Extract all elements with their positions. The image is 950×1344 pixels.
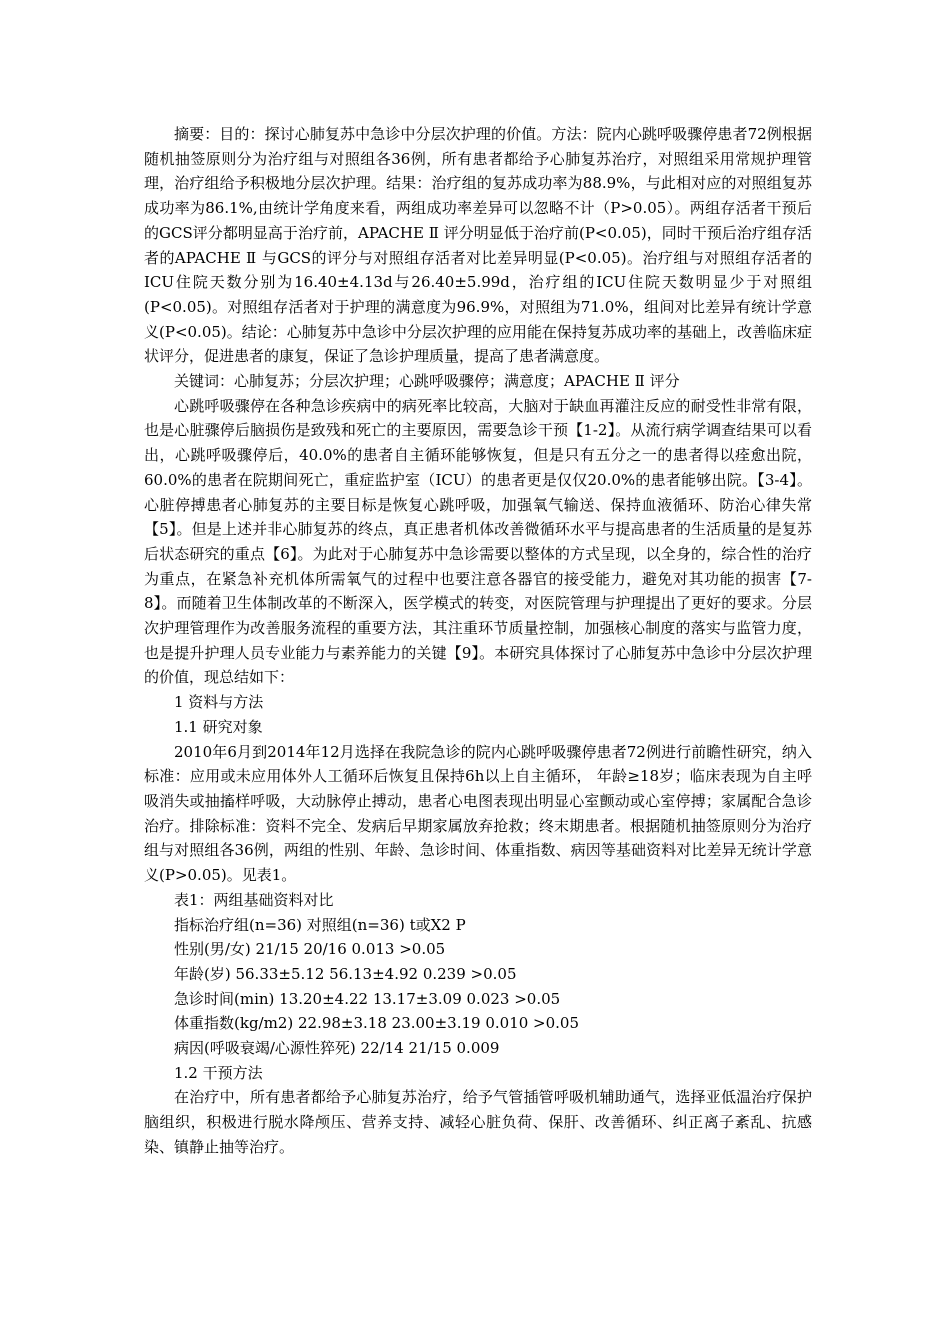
keywords-line: 关键词：心肺复苏；分层次护理；心跳呼吸骤停；满意度；APACHE Ⅱ 评分 <box>174 372 680 391</box>
section-heading-1: 1 资料与方法 <box>174 693 264 712</box>
abstract-paragraph: 摘要：目的：探讨心肺复苏中急诊中分层次护理的价值。方法：院内心跳呼吸骤停患者72例根据随机抽签原则分为治疗组与对照组各36例，所有患者都给予心肺复苏治疗，对照组采用常规护理管理，治疗组给予积极地分层次护理。结果：治疗组的复苏成功率为88.9%，与此相对应的对照组复苏成功率为86.1%,由统计学角度来看，两组成功率差异可以忽略不计（P>0.05）。两组存活者干预后的GCS评分都明显高于治疗前，APACHE Ⅱ 评分明显低于治疗前(P<0.05)，同时干预后治疗组存活者的APACHE Ⅱ 与GCS的评分与对照组存活者对比差异明显(P<0.05)。治疗组与对照组存活者的ICU住院天数分别为16.40±4.13d与26.40±5.99d，治疗组的ICU住院天数明显少于对照组(P<0.05)。对照组存活者对于护理的满意度为96.9%，对照组为71.0%，组间对比差异有统计学意义(P<0.05)。结论：心肺复苏中急诊中分层次护理的应用能在保持复苏成功率的基础上，改善临床症状评分，促进患者的康复，保证了急诊护理质量，提高了患者满意度。 <box>144 125 812 366</box>
table-row: 指标治疗组(n=36) 对照组(n=36) t或X2 P <box>174 915 466 934</box>
table-row: 性别(男/女) 21/15 20/16 0.013 >0.05 <box>174 940 446 959</box>
document-body <box>144 122 812 1160</box>
intro-paragraph: 心跳呼吸骤停在各种急诊疾病中的病死率比较高，大脑对于缺血再灌注反应的耐受性非常有限，也是心脏骤停后脑损伤是致残和死亡的主要原因，需要急诊干预【1-2】。从流行病学调查结果可以看出，心跳呼吸骤停后，40.0%的患者自主循环能够恢复，但是只有五分之一的患者得以痊愈出院，60.0%的患者在院期间死亡，重症监护室（ICU）的患者更是仅仅20.0%的患者能够出院。【3-4】。心脏停搏患者心肺复苏的主要目标是恢复心跳呼吸，加强氧气输送、保持血液循环、防治心律失常【5】。但是上述并非心肺复苏的终点，真正患者机体改善微循环水平与提高患者的生活质量的是复苏后状态研究的重点【6】。为此对于心肺复苏中急诊需要以整体的方式呈现，以全身的，综合性的治疗为重点，在紧急补充机体所需氧气的过程中也要注意各器官的接受能力，避免对其功能的损害【7-8】。而随着卫生体制改革的不断深入，医学模式的转变，对医院管理与护理提出了更好的要求。分层次护理管理作为改善服务流程的重要方法，其注重环节质量控制，加强核心制度的落实与监管力度，也是提升护理人员专业能力与素养能力的关键【9】。本研究具体探讨了心肺复苏中急诊中分层次护理的价值，现总结如下： <box>144 396 812 687</box>
intervention-paragraph: 在治疗中，所有患者都给予心肺复苏治疗，给予气管插管呼吸机辅助通气，选择亚低温治疗保护脑组织，积极进行脱水降颅压、营养支持、减轻心脏负荷、保肝、改善循环、纠正离子紊乱、抗感染、镇静止抽等治疗。 <box>144 1088 812 1156</box>
section-heading-1-1: 1.1 研究对象 <box>174 717 263 736</box>
table-row: 年龄(岁) 56.33±5.12 56.13±4.92 0.239 >0.05 <box>174 964 517 983</box>
section-heading-1-2: 1.2 干预方法 <box>174 1063 263 1082</box>
table-row: 病因(呼吸衰竭/心源性猝死) 22/14 21/15 0.009 <box>174 1039 500 1058</box>
table-row: 急诊时间(min) 13.20±4.22 13.17±3.09 0.023 >0.05 <box>174 989 561 1008</box>
table-caption: 表1：两组基础资料对比 <box>174 890 334 909</box>
subjects-paragraph: 2010年6月到2014年12月选择在我院急诊的院内心跳呼吸骤停患者72例进行前瞻性研究，纳入标准：应用或未应用体外人工循环后恢复且保持6h以上自主循环， 年龄≥18岁；临床表现为自主呼吸消失或抽搐样呼吸，大动脉停止搏动，患者心电图表现出明显心室颤动或心室停搏；家属配合急诊治疗。排除标准：资料不完全、发病后早期家属放弃抢救；终末期患者。根据随机抽签原则分为治疗组与对照组各36例，两组的性别、年龄、急诊时间、体重指数、病因等基础资料对比差异无统计学意义(P>0.05)。见表1。 <box>144 742 812 885</box>
table-row: 体重指数(kg/m2) 22.98±3.18 23.00±3.19 0.010 >0.05 <box>174 1014 580 1033</box>
